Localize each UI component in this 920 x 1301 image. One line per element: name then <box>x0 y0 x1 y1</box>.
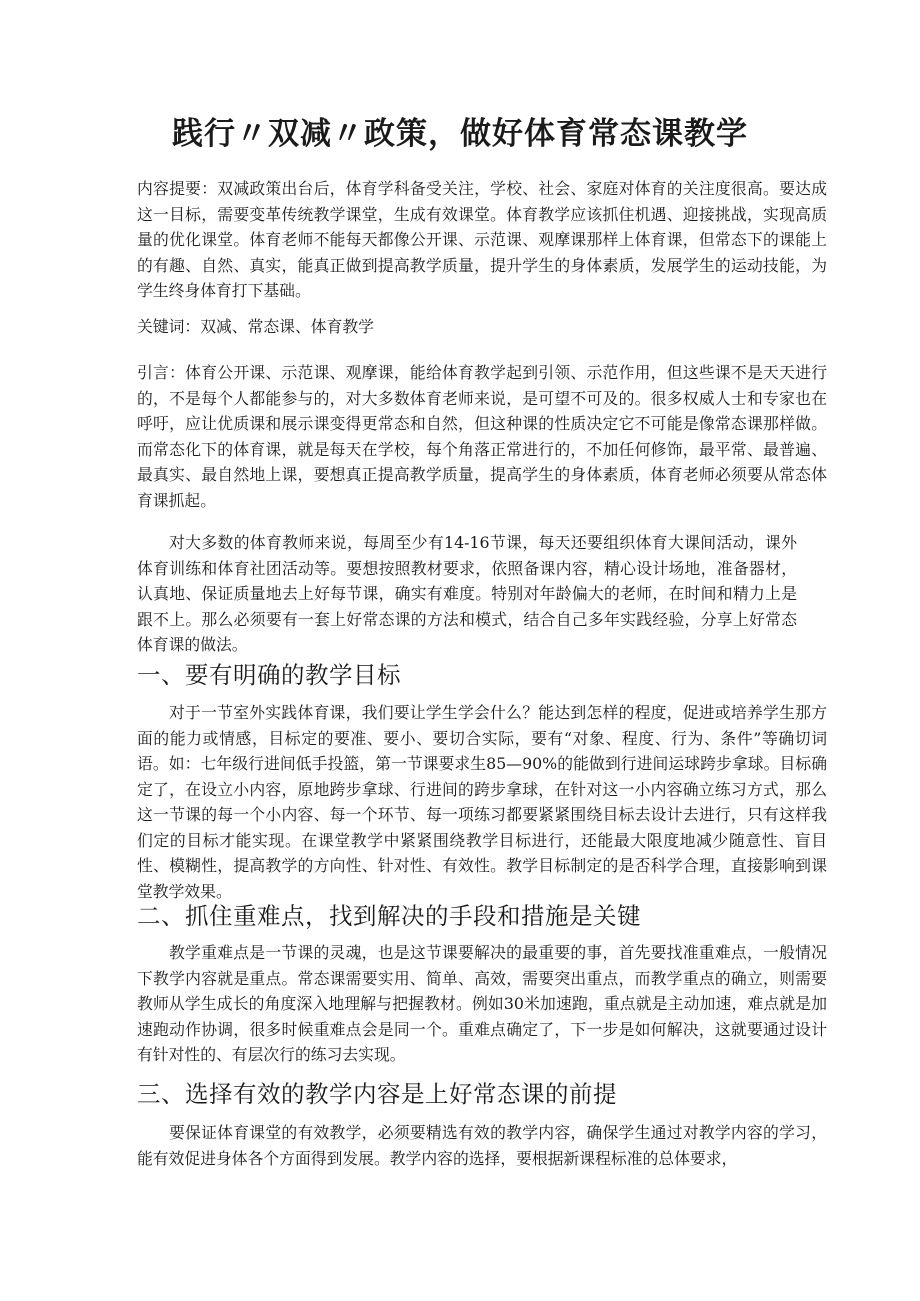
document-title: 践行〃双减〃政策，做好体育常态课教学 <box>172 116 748 152</box>
section-heading-1: 一、要有明确的教学目标 <box>137 661 401 689</box>
intro-paragraph: 引言：体育公开课、示范课、观摩课，能给体育教学起到引领、示范作用，但这些课不是天天进行的，不是每个人都能参与的，对大多数体育老师来说，是可望不可及的。很多权威人士和专家也在呼吁，应让优质课和展示课变得更常态和自然，但这种课的性质决定它不可能是像常态课那样做。而常态化下的体育课，就是每天在学校，每个角落正常进行的，不加任何修饰，最平常、最普遍、最真实、最自然地上课，要想真正提高教学质量，提高学生的身体素质，体育老师必须要从常态体育课抓起。 <box>137 363 827 510</box>
body-paragraph-3: 教学重难点是一节课的灵魂，也是这节课要解决的最重要的事，首先要找准重难点，一般情况下教学内容就是重点。常态课需要实用、简单、高效，需要突出重点，而教学重点的确立，则需要教师从学生成长的角度深入地理解与把握教材。例如30米加速跑，重点就是主动加速，难点就是加速跑动作协调，很多时候重难点会是同一个。重难点确定了，下一步是如何解决，这就要通过设计有针对性的、有层次行的练习去实现。 <box>137 943 827 1064</box>
body-paragraph-1: 对大多数的体育教师来说，每周至少有14-16节课，每天还要组织体育大课间活动，课外体育训练和体育社团活动等。要想按照教材要求，依照备课内容，精心设计场地，准备器材，认真地、保证质量地去上好每节课，确实有难度。特别对年龄偏大的老师，在时间和精力上是跟不上。那么必须要有一套上好常态课的方法和模式，结合自己多年实践经验，分享上好常态体育课的做法。 <box>137 533 797 654</box>
body-paragraph-2: 对于一节室外实践体育课，我们要让学生学会什么？能达到怎样的程度，促进或培养学生那方面的能力或情感，目标定的要准、要小、要切合实际，要有“对象、程度、行为、条件”等确切词语。如：七年级行进间低手投篮，第一节课要求生85—90%的能做到行进间运球跨步拿球。目标确定了，在设立小内容，原地跨步拿球、行进间的跨步拿球，在针对这一小内容确立练习方式，那么这一节课的每一个小内容、每一个环节、每一项练习都要紧紧围绕目标去设计去进行，只有这样我们定的目标才能实现。在课堂教学中紧紧围绕教学目标进行，还能最大限度地减少随意性、盲目性、模糊性，提高教学的方向性、针对性、有效性。教学目标制定的是否科学合理，直接影响到课堂教学效果。 <box>137 703 827 901</box>
abstract-paragraph: 内容提要：双减政策出台后，体育学科备受关注，学校、社会、家庭对体育的关注度很高。要达成这一目标，需要变革传统教学课堂，生成有效课堂。体育教学应该抓住机遇、迎接挑战，实现高质量的优化课堂。体育老师不能每天都像公开课、示范课、观摩课那样上体育课，但常态下的课能上的有趣、自然、真实，能真正做到提高教学质量，提升学生的身体素质，发展学生的运动技能，为学生终身体育打下基础。 <box>137 179 827 300</box>
keywords-line: 关键词：双减、常态课、体育教学 <box>137 317 374 336</box>
section-heading-3: 三、选择有效的教学内容是上好常态课的前提 <box>137 1080 617 1108</box>
body-paragraph-4: 要保证体育课堂的有效教学，必须要精选有效的教学内容，确保学生通过对教学内容的学习，能有效促进身体各个方面得到发展。教学内容的选择，要根据新课程标准的总体要求， <box>137 1123 827 1168</box>
section-heading-2: 二、抓住重难点，找到解决的手段和措施是关键 <box>137 902 641 930</box>
